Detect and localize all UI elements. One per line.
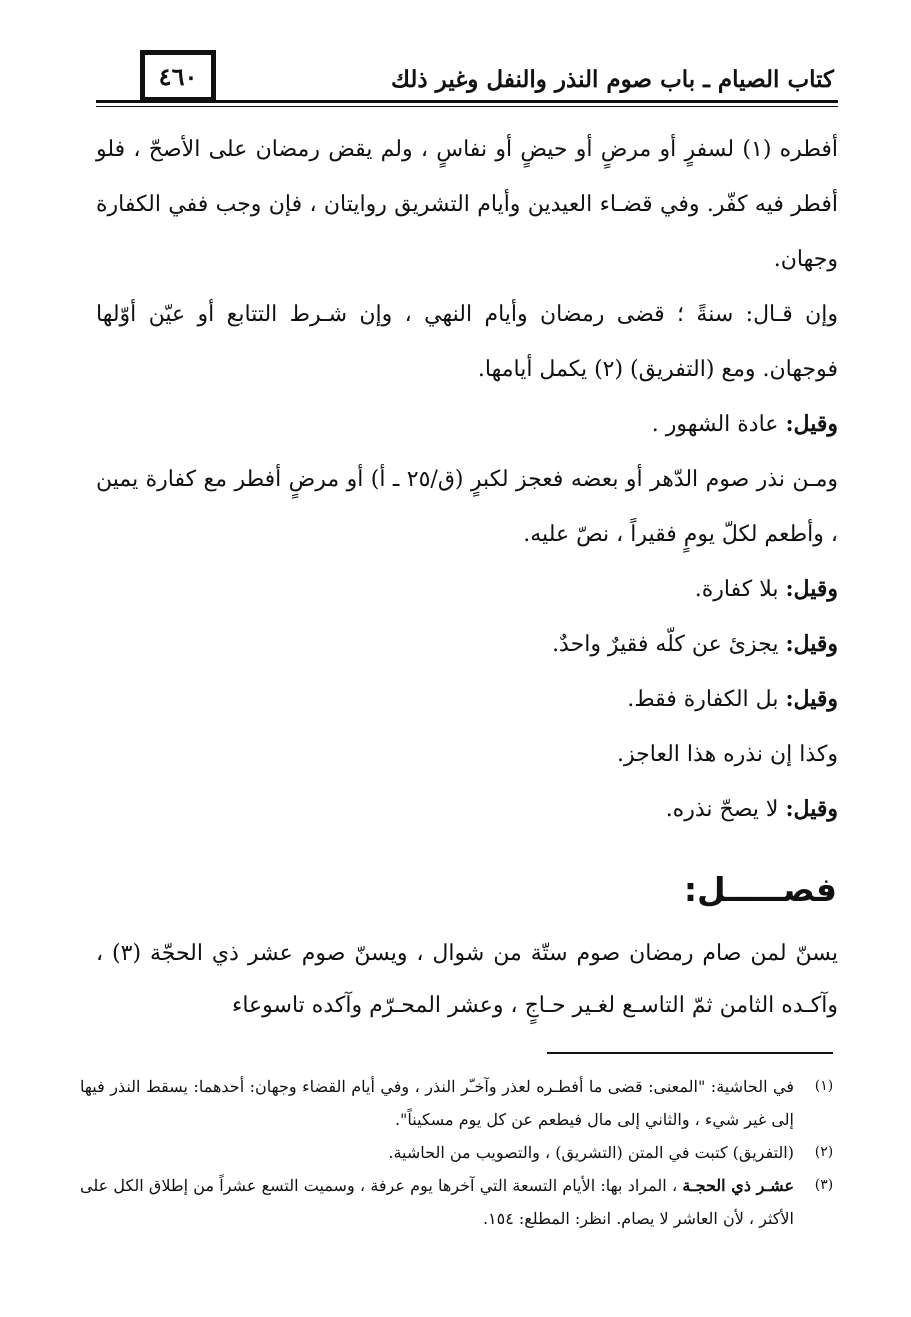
paragraph-text: بلا كفارة.: [694, 577, 786, 602]
paragraph: [96, 782, 838, 837]
footnote-body: في الحاشية: "المعنى: قضى ما أفطـره لعذر وآخـّر النذر ، وفي أيام القضاء وجهان: أحدهما: يسقط النذر فيها إلى غير شيء ، والثاني إلى مال فيطعم عن كل يوم مسكيناً".: [80, 1077, 794, 1129]
paragraph: [96, 562, 838, 617]
page-number: ٤٦٠: [140, 50, 216, 102]
footnote-text: [80, 1169, 794, 1235]
footnote-number: (٣): [814, 1177, 834, 1193]
header-rule-thin: [96, 106, 838, 107]
paragraph: [96, 287, 838, 397]
paragraph-text: لا يصحّ نذره.: [665, 797, 786, 822]
footnote: [80, 1070, 838, 1136]
section-heading: فصـــــل:: [683, 870, 837, 909]
paragraph-lead: وقيل:: [785, 576, 838, 602]
footnote-text: [80, 1070, 794, 1136]
footnote: [80, 1169, 838, 1235]
paragraph: [96, 452, 838, 562]
paragraph: [96, 397, 838, 452]
paragraph: [96, 122, 838, 287]
section-text-block: [96, 928, 838, 1032]
paragraph-text: وكذا إن نذره هذا العاجز.: [617, 742, 838, 767]
paragraph: [96, 617, 838, 672]
paragraph-text: يجزئ عن كلّه فقيرٌ واحدٌ.: [552, 632, 786, 657]
paragraph-lead: وقيل:: [785, 686, 838, 712]
footnote: [80, 1136, 838, 1169]
paragraph-lead: وقيل:: [785, 631, 838, 657]
section-text: يسنّ لمن صام رمضان صوم ستّة من شوال ، ويسنّ صوم عشر ذي الحجّة (٣) ، وآكـده الثامن ثمّ التاسـع لغـير حـاجٍ ، وعشر المحـرّم وآكده تاسوعاء: [96, 941, 838, 1018]
paragraph-text: عادة الشهور .: [651, 412, 786, 437]
running-title: كتاب الصيام ـ باب صوم النذر والنفل وغير ذلك: [387, 66, 838, 93]
footnote-rule: [547, 1052, 833, 1054]
paragraph-text: وإن قـال: سنةً ؛ قضى رمضان وأيام النهي ، وإن شـرط التتابع أو عيّن أوّلها فوجهان. ومع (التفريق) (٢) يكمل أيامها.: [96, 302, 838, 382]
paragraph: [96, 727, 838, 782]
paragraph-lead: وقيل:: [785, 411, 838, 437]
footnote-body: ، المراد بها: الأيام التسعة التي آخرها يوم عرفة ، وسميت التسع عشراً من إطلاق الكل على الأكثر ، لأن العاشر لا يصام. انظر: المطلع: ١٥٤.: [80, 1176, 794, 1228]
footnote-text: [80, 1136, 794, 1169]
footnotes: [80, 1070, 838, 1235]
paragraph: [96, 672, 838, 727]
page-header: [96, 48, 838, 118]
paragraph-text: أفطره (١) لسفرٍ أو مرضٍ أو حيضٍ أو نفاسٍ ، ولم يقض رمضان على الأصحّ ، فلو أفطر فيه كفّر. وفي قضـاء العيدين وأيام التشريق روايتان ، فإن وجب ففي الكفارة وجهان.: [96, 137, 838, 272]
paragraph-text: بل الكفارة فقط.: [627, 687, 786, 712]
main-text: [96, 122, 838, 837]
paragraph-lead: وقيل:: [785, 796, 838, 822]
footnote-number: (٢): [814, 1144, 834, 1160]
footnote-lead: عشـر ذي الحجـة: [682, 1176, 795, 1195]
footnote-number: (١): [814, 1078, 834, 1094]
paragraph-text: ومـن نذر صوم الدّهر أو بعضه فعجز لكبرٍ (ق/٢٥ ـ أ) أو مرضٍ أفطر مع كفارة يمين ، وأطعم لكلّ يومٍ فقيراً ، نصّ عليه.: [96, 467, 838, 547]
footnote-body: (التفريق) كتبت في المتن (التشريق) ، والتصويب من الحاشية.: [388, 1143, 794, 1162]
